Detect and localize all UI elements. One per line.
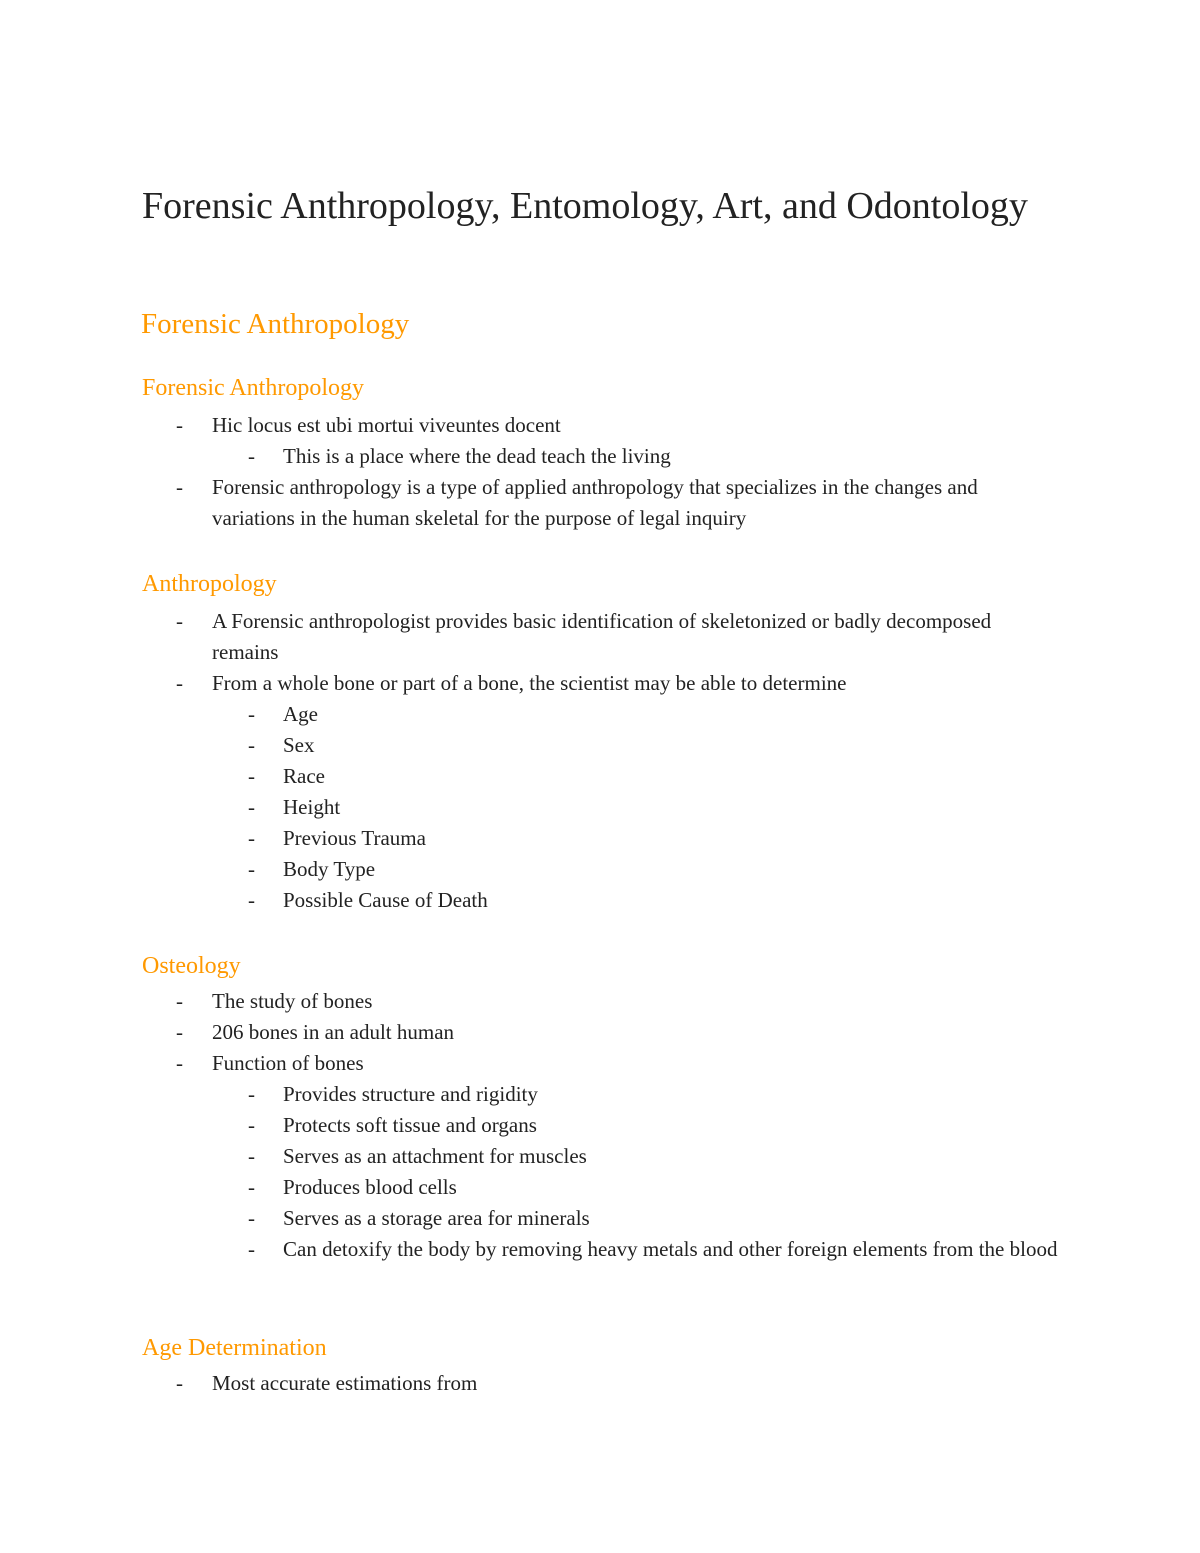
subsection-heading: Anthropology bbox=[142, 571, 277, 597]
sub-list-item bbox=[0, 441, 1063, 472]
bullet-dash: - bbox=[176, 989, 183, 1013]
bullet-list bbox=[0, 606, 1200, 916]
section-osteology bbox=[0, 950, 1200, 1265]
list-item-text: Function of bones bbox=[212, 1051, 364, 1075]
bullet-list bbox=[0, 986, 1200, 1265]
bullet-dash: - bbox=[176, 1020, 183, 1044]
bullet-dash: - bbox=[248, 857, 255, 881]
bullet-dash: - bbox=[248, 1206, 255, 1230]
sub-list-item-text: Can detoxify the body by removing heavy metals and other foreign elements from the blood bbox=[283, 1237, 1058, 1261]
document-title: Forensic Anthropology, Entomology, Art, and Odontology bbox=[142, 185, 1028, 227]
list-item-text: A Forensic anthropologist provides basic identification of skeletonized or badly decomposed remains bbox=[212, 609, 992, 664]
list-item bbox=[0, 410, 1062, 472]
sub-list-item bbox=[0, 1172, 1063, 1203]
sub-list-item bbox=[0, 1203, 1063, 1234]
sub-list-item-text: Previous Trauma bbox=[283, 826, 426, 850]
list-item-text: Most accurate estimations from bbox=[212, 1371, 478, 1395]
bullet-dash: - bbox=[248, 733, 255, 757]
sub-list-item bbox=[0, 761, 1063, 792]
sub-list-item-text: Serves as a storage area for minerals bbox=[283, 1206, 590, 1230]
sub-bullet-list bbox=[212, 1079, 1062, 1265]
sub-list-item-text: Possible Cause of Death bbox=[283, 888, 488, 912]
list-item bbox=[0, 1017, 1062, 1048]
sub-list-item-text: This is a place where the dead teach the living bbox=[283, 444, 671, 468]
bullet-dash: - bbox=[248, 888, 255, 912]
bullet-dash: - bbox=[176, 609, 183, 633]
section-age-determination bbox=[0, 1332, 1200, 1399]
section-heading-main: Forensic Anthropology bbox=[141, 308, 410, 340]
sub-list-item bbox=[0, 730, 1063, 761]
bullet-list bbox=[0, 1368, 1200, 1399]
subsection-heading: Age Determination bbox=[142, 1335, 327, 1361]
subsection-heading: Osteology bbox=[142, 953, 241, 979]
bullet-dash: - bbox=[176, 671, 183, 695]
bullet-dash: - bbox=[248, 795, 255, 819]
list-item-text: 206 bones in an adult human bbox=[212, 1020, 455, 1044]
bullet-dash: - bbox=[248, 444, 255, 468]
sub-list-item bbox=[0, 792, 1063, 823]
list-item bbox=[0, 1368, 1062, 1399]
sub-list-item-text: Height bbox=[283, 795, 341, 819]
bullet-dash: - bbox=[248, 1113, 255, 1137]
bullet-list bbox=[0, 410, 1200, 534]
list-item bbox=[0, 986, 1062, 1017]
list-item-text: Hic locus est ubi mortui viveuntes docent bbox=[212, 413, 561, 437]
sub-list-item bbox=[0, 1110, 1063, 1141]
bullet-dash: - bbox=[248, 764, 255, 788]
bullet-dash: - bbox=[176, 475, 183, 499]
subsection-heading: Forensic Anthropology bbox=[142, 375, 364, 401]
bullet-dash: - bbox=[248, 702, 255, 726]
bullet-dash: - bbox=[248, 1175, 255, 1199]
sub-list-item-text: Race bbox=[283, 764, 325, 788]
section-anthropology bbox=[0, 568, 1200, 916]
bullet-dash: - bbox=[176, 1051, 183, 1075]
list-item bbox=[0, 1048, 1062, 1265]
sub-list-item bbox=[0, 1141, 1063, 1172]
sub-list-item bbox=[0, 823, 1063, 854]
sub-list-item-text: Sex bbox=[283, 733, 315, 757]
sub-list-item-text: Serves as an attachment for muscles bbox=[283, 1144, 587, 1168]
sub-list-item-text: Produces blood cells bbox=[283, 1175, 457, 1199]
bullet-dash: - bbox=[248, 826, 255, 850]
list-item-text: The study of bones bbox=[212, 989, 373, 1013]
bullet-dash: - bbox=[248, 1082, 255, 1106]
sub-list-item bbox=[0, 699, 1063, 730]
sub-list-item-text: Protects soft tissue and organs bbox=[283, 1113, 537, 1137]
bullet-dash: - bbox=[176, 413, 183, 437]
sub-list-item bbox=[0, 854, 1063, 885]
bullet-dash: - bbox=[248, 1237, 255, 1261]
sub-list-item bbox=[0, 1234, 1063, 1265]
sub-list-item bbox=[0, 1079, 1063, 1110]
list-item bbox=[0, 668, 1062, 916]
list-item-text: Forensic anthropology is a type of applied anthropology that specializes in the changes and variations in the human skeletal for the purpose of legal inquiry bbox=[212, 475, 978, 530]
list-item bbox=[0, 472, 1062, 534]
sub-list-item-text: Body Type bbox=[283, 857, 376, 881]
section-forensic-anthropology bbox=[0, 372, 1200, 534]
sub-bullet-list bbox=[212, 441, 1062, 472]
bullet-dash: - bbox=[248, 1144, 255, 1168]
sub-list-item-text: Provides structure and rigidity bbox=[283, 1082, 538, 1106]
list-item-text: From a whole bone or part of a bone, the scientist may be able to determine bbox=[212, 671, 847, 695]
bullet-dash: - bbox=[176, 1371, 183, 1395]
sub-bullet-list bbox=[212, 699, 1062, 916]
sub-list-item bbox=[0, 885, 1063, 916]
sub-list-item-text: Age bbox=[283, 702, 318, 726]
list-item bbox=[0, 606, 1062, 668]
